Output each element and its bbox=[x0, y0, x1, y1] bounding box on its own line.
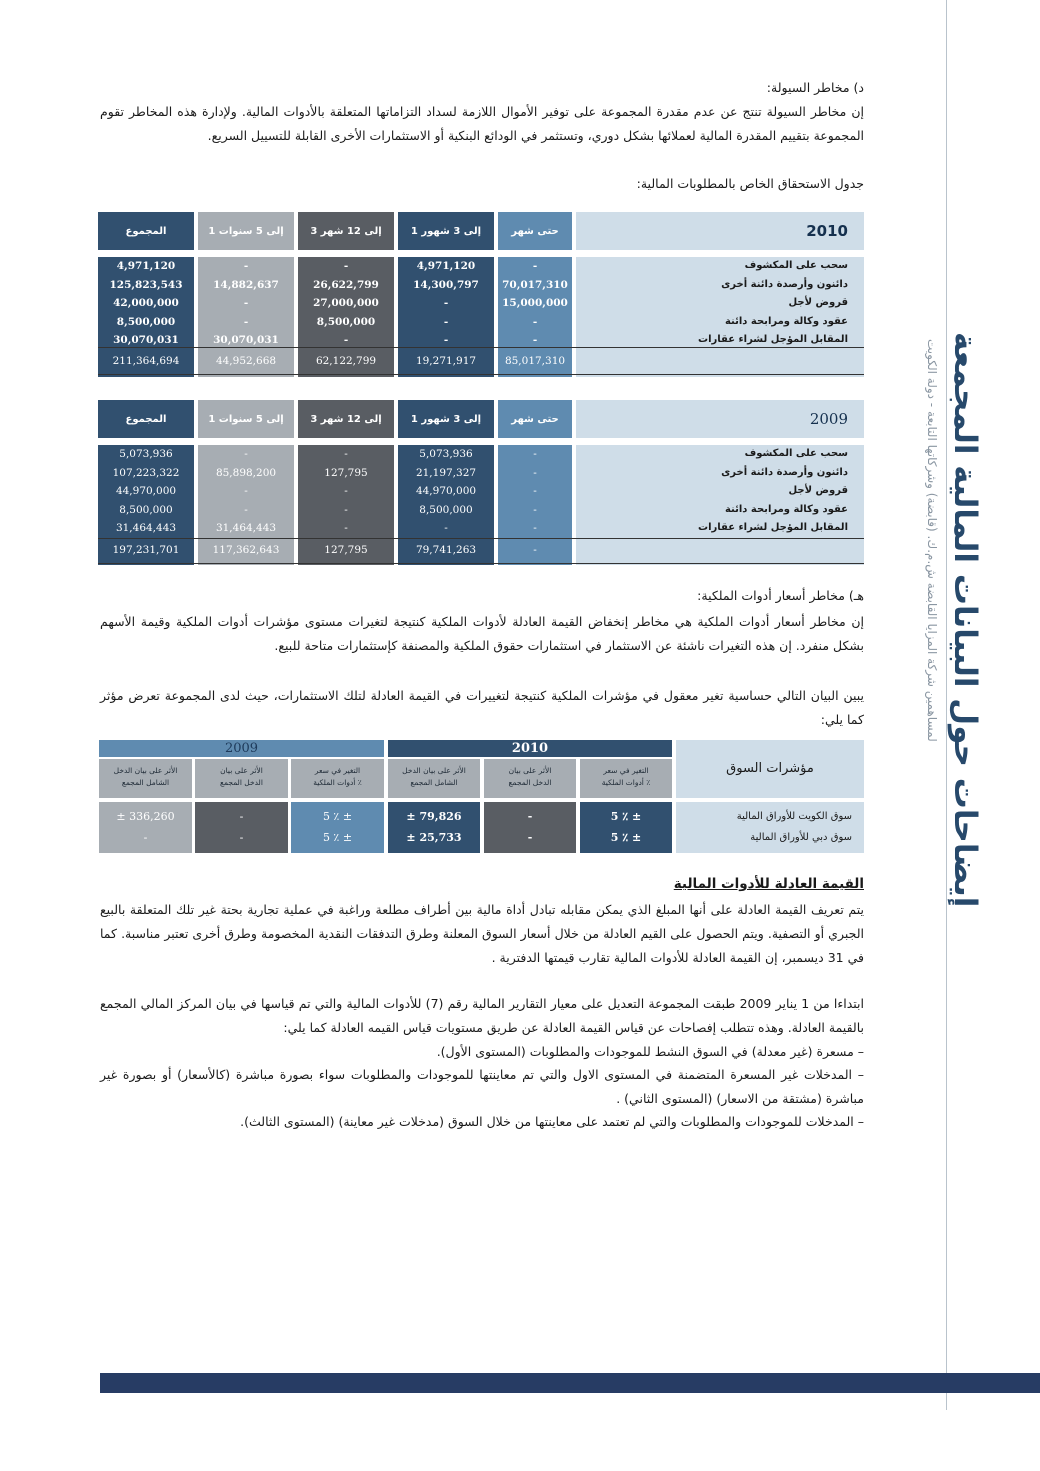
row-label: قروض لأجل bbox=[788, 485, 848, 496]
values-comprehensive-2010 bbox=[388, 802, 480, 853]
values-income-2009 bbox=[195, 802, 288, 853]
cell: - bbox=[443, 297, 449, 309]
cell: - bbox=[243, 260, 249, 272]
cell: - bbox=[344, 485, 348, 497]
header-1-5-years: 1 إلى 5 سنوات bbox=[198, 212, 294, 250]
maturity-table-2009 bbox=[98, 400, 864, 565]
market-label-kuwait: سوق الكويت للأوراق المالية bbox=[736, 811, 852, 822]
row-label: المقابل المؤجل لشراء عقارات bbox=[698, 522, 848, 533]
header-3-12-months: 3 إلى 12 شهر bbox=[298, 400, 394, 438]
header-income-2010 bbox=[484, 759, 576, 798]
cell: 107,223,322 bbox=[112, 466, 180, 479]
cell: - bbox=[443, 315, 449, 328]
row-label: عقود وكالة ومرابحة دائنة bbox=[724, 503, 848, 515]
subheader-line: أدوات الملكية ٪ bbox=[601, 778, 651, 787]
cell: 4,971,120 bbox=[416, 260, 476, 272]
cell: - bbox=[344, 522, 348, 534]
value-cell: 5 ٪ ± bbox=[322, 810, 353, 823]
sidebar-subtitle-text: لمساهمين شركة المزايا القابضة ش.م.ك. (قابضة) وشركاتها التابعة - دولة الكويت bbox=[925, 338, 939, 742]
cell: - bbox=[243, 315, 249, 328]
cell: - bbox=[243, 297, 249, 309]
cell: - bbox=[344, 503, 348, 516]
cell: 31,464,443 bbox=[215, 522, 277, 534]
row-label: المقابل المؤجل لشراء عقارات bbox=[698, 334, 848, 345]
total-cell: 79,741,263 bbox=[398, 540, 494, 560]
total-cell: 211,364,694 bbox=[98, 351, 194, 371]
cell: - bbox=[244, 485, 248, 497]
cell: - bbox=[343, 334, 349, 346]
liquidity-paragraph: إن مخاطر السيولة تنتج عن عدم مقدرة المجموعة على توفير الأموال اللازمة لسداد التزاماتها المتعلقة بالأدوات المالية. ولإدارة هذه المخاطر تقوم المجموعة بتقييم المقدرة المالية لعملائها بشكل دوري، وتستثمر في الودائع البنكية أو الاستثمارات الأخرى القابلة للتسييل السريع. bbox=[100, 104, 864, 143]
cell: 30,070,031 bbox=[213, 334, 279, 346]
cell: 31,464,443 bbox=[115, 522, 177, 534]
value-cell: ± 336,260 bbox=[116, 810, 175, 823]
value-cell: - bbox=[527, 831, 533, 844]
table-year: 2009 bbox=[576, 400, 864, 438]
cell: 5,073,936 bbox=[419, 448, 473, 460]
cell: - bbox=[244, 448, 248, 460]
subheader-line: التغير في سعر bbox=[314, 766, 361, 775]
total-cell: 19,271,917 bbox=[398, 351, 494, 371]
fair-value-heading: القيمة العادلة للأدوات المالية bbox=[673, 876, 864, 892]
total-cell: 117,362,643 bbox=[198, 540, 294, 560]
row-label: سحب على المكشوف bbox=[744, 260, 848, 271]
subheader-line: الدخل المجمع bbox=[220, 778, 263, 787]
cell: 125,823,543 bbox=[109, 278, 183, 291]
cell: - bbox=[533, 485, 537, 497]
cell: - bbox=[344, 448, 348, 460]
value-cell: ± 79,826 bbox=[406, 810, 462, 823]
cell: 44,970,000 bbox=[115, 485, 177, 497]
values-change-2010 bbox=[580, 802, 672, 853]
row-label: قروض لأجل bbox=[788, 297, 848, 308]
liquidity-heading: د) مخاطر السيولة: bbox=[766, 80, 864, 95]
header-change-2009 bbox=[291, 759, 384, 798]
market-index-header: مؤشرات السوق bbox=[676, 740, 864, 798]
header-up-to-month: حتى شهر bbox=[498, 212, 572, 250]
total-rule bbox=[98, 347, 864, 348]
total-cell: 85,017,310 bbox=[498, 351, 572, 371]
header-1-3-months: 1 إلى 3 شهور bbox=[398, 212, 494, 250]
cell: - bbox=[244, 503, 248, 516]
cell: 21,197,327 bbox=[415, 466, 477, 479]
value-cell: - bbox=[239, 810, 244, 823]
cell: 14,300,797 bbox=[413, 278, 479, 291]
cell: - bbox=[533, 503, 537, 516]
cell: - bbox=[533, 448, 537, 460]
equity-paragraph: إن مخاطر أسعار أدوات الملكية هي مخاطر إنخفاض القيمة العادلة لأدوات الملكية كنتيجة لتغيرات مستوى مؤشرات أدوات الملكية وقيمة الأسهم بشكل منفرد. إن هذه التغيرات ناشئة عن الاستثمار في استثمارات حقوق الملكية والمصنفة كإستثمارات متاحة للبيع. bbox=[100, 614, 864, 653]
cell: - bbox=[533, 522, 537, 534]
header-3-12-months: 3 إلى 12 شهر bbox=[298, 212, 394, 250]
sidebar-title-text: إيضاحات حول البيانات المالية المجمعة bbox=[947, 332, 983, 908]
header-1-3-months: 1 إلى 3 شهور bbox=[398, 400, 494, 438]
sensitivity-table bbox=[99, 740, 864, 853]
header-total: المجموع bbox=[98, 212, 194, 250]
cell: - bbox=[443, 334, 449, 346]
total-cell: 127,795 bbox=[298, 540, 394, 560]
subheader-line: الشامل المجمع bbox=[121, 778, 170, 787]
value-cell: 5 ٪ ± bbox=[610, 831, 642, 844]
subheader-line: الدخل المجمع bbox=[508, 778, 552, 787]
value-cell: 5 ٪ ± bbox=[610, 810, 642, 823]
row-label: دائنون وأرصدة دائنة أخرى bbox=[721, 278, 848, 290]
cell: 4,971,120 bbox=[116, 260, 176, 272]
fair-value-paragraph: يتم تعريف القيمة العادلة على أنها المبلغ الذي يمكن مقابله تبادل أداة مالية بين أطراف مطلعة وراغبة في عملية تجارية بحتة غير تلك المتعلقة بالبيع الجبري أو التصفية. ويتم الحصول على القيم العادلة من خلال أسعار السوق المعلنة وطرق التدفقات النقدية المخصومة وطرق أخرى تعتبر مناسبة. كما في 31 ديسمبر، إن القيمة العادلة للأدوات المالية تقارب قيمتها الدفترية . bbox=[100, 902, 864, 965]
header-1-5-years: 1 إلى 5 سنوات bbox=[198, 400, 294, 438]
sensitivity-intro: يبين البيان التالي حساسية تغير معقول في مؤشرات الملكية كنتيجة لتغييرات في القيمة العادلة لتلك الاستثمارات، حيث لدى المجموعة تعرض مؤثر كما يلي: bbox=[100, 688, 864, 727]
maturity-table-caption: جدول الاستحقاق الخاص بالمطلوبات المالية: bbox=[636, 176, 864, 191]
total-rule bbox=[98, 538, 864, 539]
row-label: سحب على المكشوف bbox=[744, 448, 848, 459]
header-total: المجموع bbox=[98, 400, 194, 438]
subheader-line: الأثر على بيان bbox=[508, 766, 552, 775]
cell: 127,795 bbox=[324, 466, 368, 479]
values-change-2009 bbox=[291, 802, 384, 853]
year-2010-header: 2010 bbox=[388, 740, 672, 757]
cell: - bbox=[532, 315, 538, 328]
values-comprehensive-2009 bbox=[99, 802, 192, 853]
sidebar-subtitle bbox=[902, 300, 962, 780]
cell: - bbox=[532, 334, 538, 346]
level2-bullet: – المدخلات غير المسعرة المتضمنة في المستوى الاول والتي تم معاينتها للموجودات والمطلوبات سواء بصورة مباشرة (كالأسعار) أو بصورة غير مباشرة (مشتقة من الاسعار) (المستوى الثاني) . bbox=[100, 1067, 864, 1106]
header-comprehensive-2009 bbox=[99, 759, 192, 798]
cell: 44,970,000 bbox=[415, 485, 477, 497]
subheader-line: أدوات الملكية ٪ bbox=[313, 778, 362, 787]
cell: 42,000,000 bbox=[113, 297, 179, 309]
total-cell: - bbox=[498, 540, 572, 560]
header-up-to-month: حتى شهر bbox=[498, 400, 572, 438]
value-cell: - bbox=[143, 831, 148, 844]
cell: 70,017,310 bbox=[502, 278, 568, 291]
equity-heading: هـ) مخاطر أسعار أدوات الملكية: bbox=[697, 588, 864, 603]
cell: - bbox=[444, 522, 448, 534]
bottom-rule bbox=[98, 374, 864, 375]
value-cell: - bbox=[527, 810, 533, 823]
header-income-2009 bbox=[195, 759, 288, 798]
subheader-line: الأثر على بيان الدخل bbox=[402, 766, 466, 775]
cell: 30,070,031 bbox=[113, 334, 179, 346]
market-labels bbox=[676, 802, 864, 853]
level1-bullet: – مسعرة (غير معدلة) في السوق النشط للموجودات والمطلوبات (المستوى الأول). bbox=[436, 1044, 864, 1059]
total-label-cell bbox=[576, 351, 864, 371]
total-cell: 44,952,668 bbox=[198, 351, 294, 371]
row-label: عقود وكالة ومرابحة دائنة bbox=[724, 315, 848, 327]
total-label-cell bbox=[576, 540, 864, 560]
total-cell: 62,122,799 bbox=[298, 351, 394, 371]
year-2009-header: 2009 bbox=[99, 740, 384, 757]
value-cell: ± 25,733 bbox=[406, 831, 462, 844]
cell: 8,500,000 bbox=[116, 315, 176, 328]
level3-bullet: – المدخلات للموجودات والمطلوبات والتي لم تعتمد على معاينتها من خلال السوق (مدخلات غير معاينة) (المستوى الثالث). bbox=[240, 1114, 864, 1129]
cell: 5,073,936 bbox=[119, 448, 173, 460]
maturity-table-2010 bbox=[98, 212, 864, 377]
cell: 8,500,000 bbox=[316, 315, 376, 328]
cell: 26,622,799 bbox=[313, 278, 379, 291]
subheader-line: الأثر على بيان bbox=[220, 766, 263, 775]
subheader-line: التغير في سعر bbox=[603, 766, 649, 775]
total-cell: 197,231,701 bbox=[98, 540, 194, 560]
value-cell: - bbox=[239, 831, 244, 844]
footer-bar bbox=[100, 1373, 1040, 1393]
header-comprehensive-2010 bbox=[388, 759, 480, 798]
subheader-line: الأثر على بيان الدخل bbox=[113, 766, 178, 775]
cell: 85,898,200 bbox=[215, 466, 277, 479]
cell: 27,000,000 bbox=[313, 297, 379, 309]
header-change-2010 bbox=[580, 759, 672, 798]
value-cell: 5 ٪ ± bbox=[322, 831, 353, 844]
market-label-dubai: سوق دبي للأوراق المالية bbox=[750, 832, 852, 843]
cell: 8,500,000 bbox=[419, 503, 473, 516]
values-income-2010 bbox=[484, 802, 576, 853]
row-label: دائنون وأرصدة دائنة أخرى bbox=[721, 466, 848, 478]
cell: 8,500,000 bbox=[119, 503, 173, 516]
cell: - bbox=[343, 260, 349, 272]
table-year: 2010 bbox=[576, 212, 864, 250]
bottom-rule bbox=[98, 563, 864, 564]
cell: 14,882,637 bbox=[213, 278, 279, 291]
cell: - bbox=[532, 260, 538, 272]
ifrs7-paragraph: ابتداءا من 1 يناير 2009 طبقت المجموعة التعديل على معيار التقارير المالية رقم (7) للأدوات المالية والتي تم قياسها في بيان المركز المالي المجمع بالقيمة العادلة. وهذه تتطلب إفصاحات عن قياس القيمة العادلة عن طريق مستويات قياس القيمه العادلة كما يلي: bbox=[100, 996, 864, 1035]
subheader-line: الشامل المجمع bbox=[410, 778, 458, 787]
cell: - bbox=[533, 466, 537, 479]
cell: 15,000,000 bbox=[502, 297, 568, 309]
